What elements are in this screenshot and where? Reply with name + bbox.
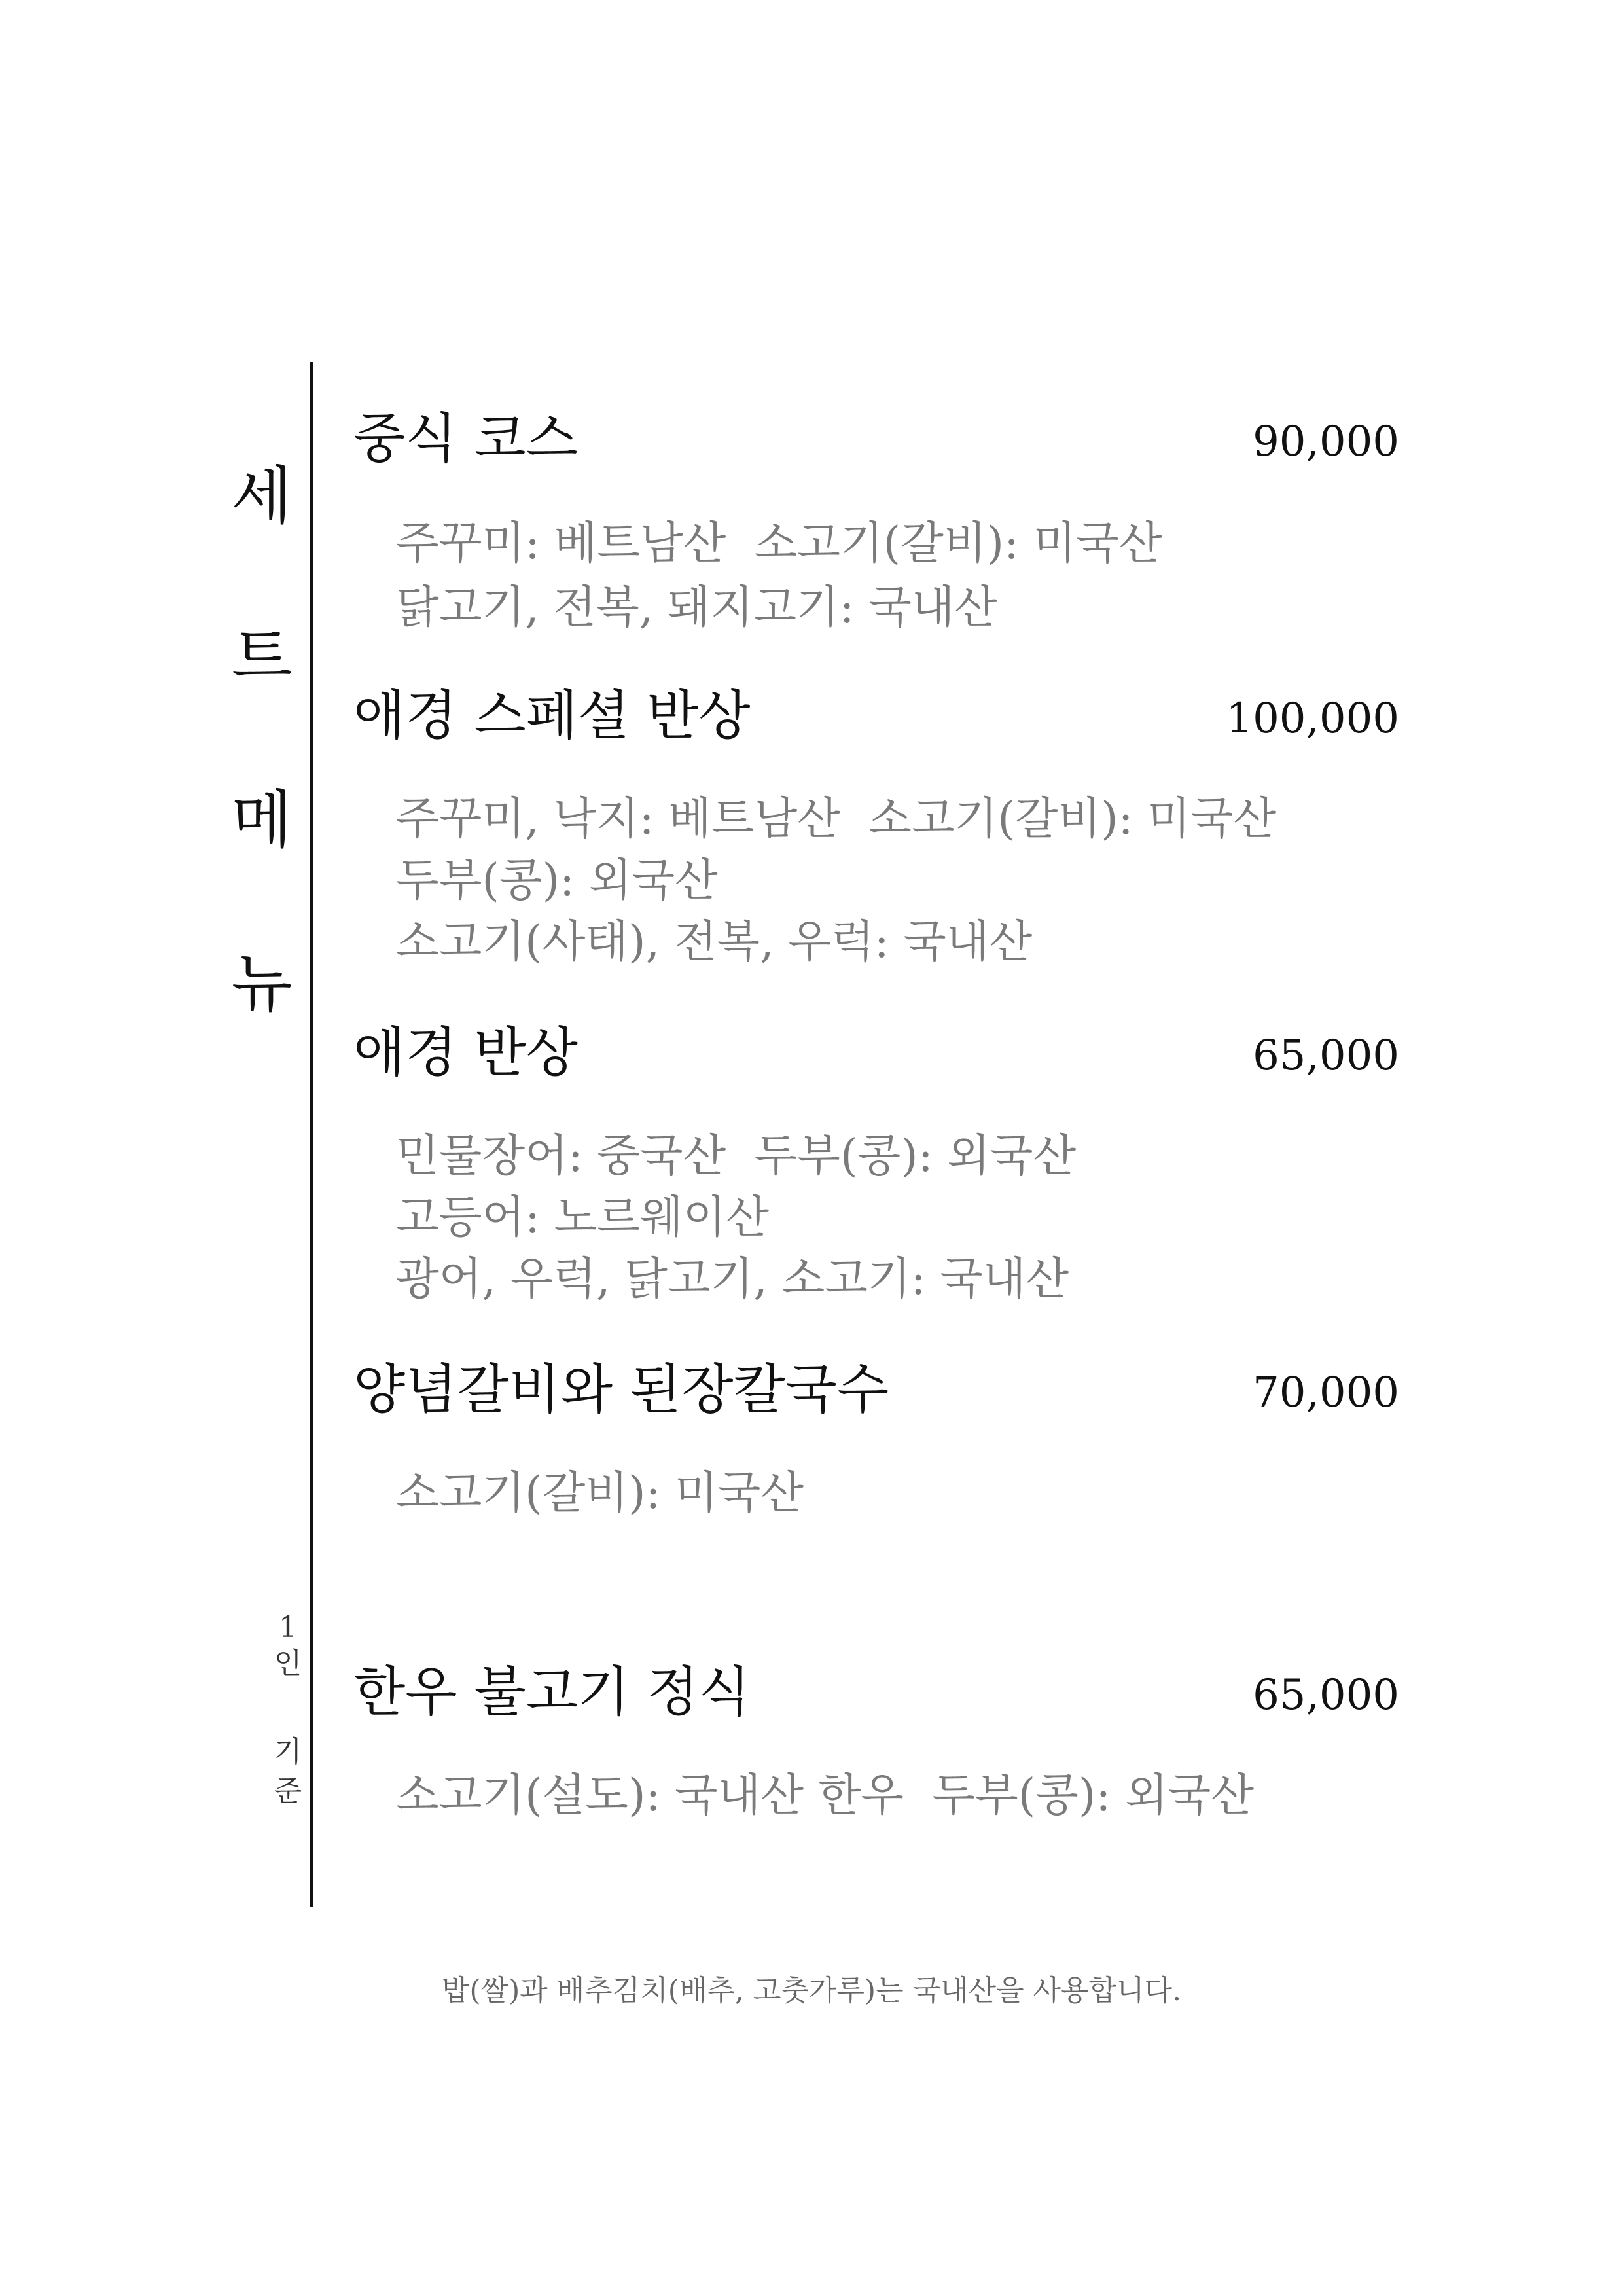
origin-line: 주꾸미: 베트남산 소고기(갈비): 미국산 [396, 518, 1162, 569]
menu-item-title: 애경 반상 [353, 1022, 578, 1084]
origin-line: 두부(콩): 외국산 [396, 855, 718, 906]
origin-line: 주꾸미, 낙지: 베트남산 소고기(갈비): 미국산 [396, 793, 1277, 845]
section-title-char: 트 [231, 620, 293, 693]
menu-item-price: 70,000 [1253, 1369, 1399, 1417]
menu-item-price: 65,000 [1253, 1031, 1399, 1080]
origin-line: 소고기(갈비): 미국산 [396, 1467, 804, 1519]
menu-item-price: 100,000 [1226, 694, 1399, 743]
section-title-char: 메 [231, 783, 293, 857]
serving-note-char: 1 [279, 1611, 297, 1644]
menu-item-title: 중식 코스 [353, 408, 578, 470]
menu-item-price: 65,000 [1253, 1671, 1399, 1719]
serving-note-char: 인 [274, 1647, 302, 1680]
menu-item-price: 90,000 [1253, 418, 1399, 466]
section-title-char: 세 [231, 459, 293, 533]
origin-line: 광어, 우럭, 닭고기, 소고기: 국내산 [396, 1253, 1069, 1305]
serving-note-char: 기 [274, 1735, 302, 1768]
origin-line: 민물장어: 중국산 두부(콩): 외국산 [396, 1130, 1077, 1182]
menu-item-title: 한우 불고기 정식 [353, 1661, 751, 1723]
serving-note-char: 준 [274, 1774, 302, 1808]
origin-line: 소고기(사태), 전복, 우럭: 국내산 [396, 916, 1033, 968]
vertical-divider [310, 362, 313, 1907]
origin-line: 닭고기, 전복, 돼지고기: 국내산 [396, 582, 998, 634]
footer-note: 밥(쌀)과 배추김치(배추, 고춧가루)는 국내산을 사용합니다. [441, 1974, 1182, 2007]
section-title-char: 뉴 [231, 947, 293, 1020]
menu-item-title: 양념갈비와 된장칼국수 [353, 1359, 889, 1421]
origin-line: 고등어: 노르웨이산 [396, 1192, 770, 1244]
menu-item-title: 애경 스페셜 반상 [353, 685, 751, 747]
origin-line: 소고기(설도): 국내산 한우 두부(콩): 외국산 [396, 1770, 1255, 1821]
